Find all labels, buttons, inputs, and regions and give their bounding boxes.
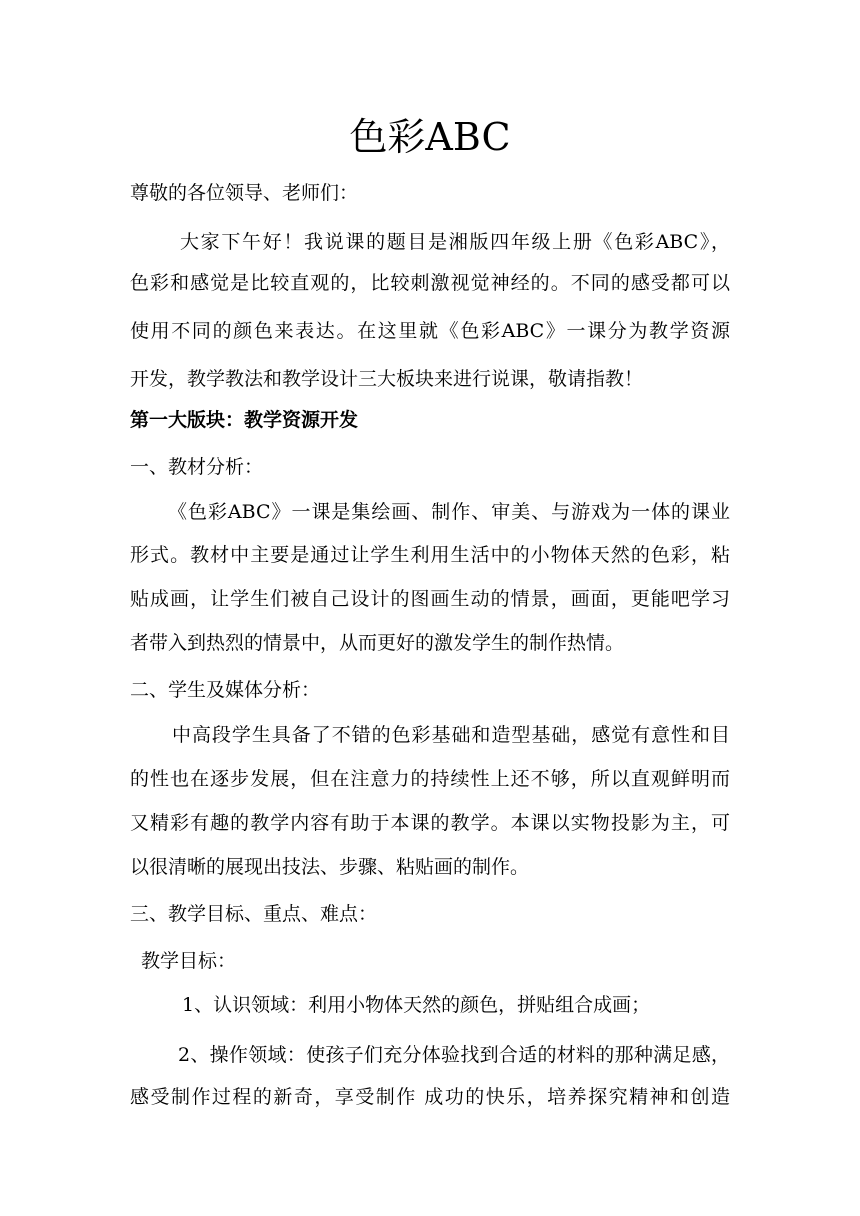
document-title: 色彩ABC	[349, 115, 511, 159]
objective-item: 1、认识领域：利用小物体天然的颜色，拼贴组合成画；	[182, 994, 651, 1016]
paragraph-line: 形式。教材中主要是通过让学生利用生活中的小物体天然的色彩，粘	[130, 544, 730, 566]
paragraph-line: 色彩和感觉是比较直观的，比较刺激视觉神经的。不同的感受都可以	[130, 272, 730, 294]
paragraph-line: 大家下午好！我说课的题目是湘版四年级上册《色彩ABC》，	[180, 231, 730, 253]
subsection-heading: 二、学生及媒体分析：	[130, 679, 321, 701]
paragraph-line: 开发，教学教法和教学设计三大板块来进行说课，敬请指教！	[130, 368, 644, 390]
paragraph-line: 的性也在逐步发展，但在注意力的持续性上还不够，所以直观鲜明而	[130, 768, 730, 790]
subsection-heading: 三、教学目标、重点、难点：	[130, 903, 378, 925]
subsection-heading: 一、教材分析：	[130, 456, 264, 478]
paragraph-line: 贴成画，让学生们被自己设计的图画生动的情景，画面，更能吧学习	[130, 588, 730, 610]
paragraph-line: 又精彩有趣的教学内容有助于本课的教学。本课以实物投影为主，可	[130, 812, 730, 834]
objective-item: 2、操作领域：使孩子们充分体验找到合适的材料的那种满足感，	[178, 1044, 730, 1066]
paragraph-line: 中高段学生具备了不错的色彩基础和造型基础，感觉有意性和目	[172, 724, 730, 746]
paragraph-line: 《色彩ABC》一课是集绘画、制作、审美、与游戏为一体的课业	[168, 501, 730, 523]
paragraph-line: 感受制作过程的新奇，享受制作 成功的快乐，培养探究精神和创造	[130, 1086, 730, 1108]
section-heading: 第一大版块：教学资源开发	[130, 409, 359, 431]
objectives-label: 教学目标：	[141, 950, 237, 972]
paragraph-line: 使用不同的颜色来表达。在这里就《色彩ABC》一课分为教学资源	[130, 320, 730, 342]
paragraph-line: 以很清晰的展现出技法、步骤、粘贴画的制作。	[130, 856, 530, 878]
salutation: 尊敬的各位领导、老师们：	[130, 182, 359, 204]
paragraph-line: 者带入到热烈的情景中，从而更好的激发学生的制作热情。	[130, 632, 625, 654]
